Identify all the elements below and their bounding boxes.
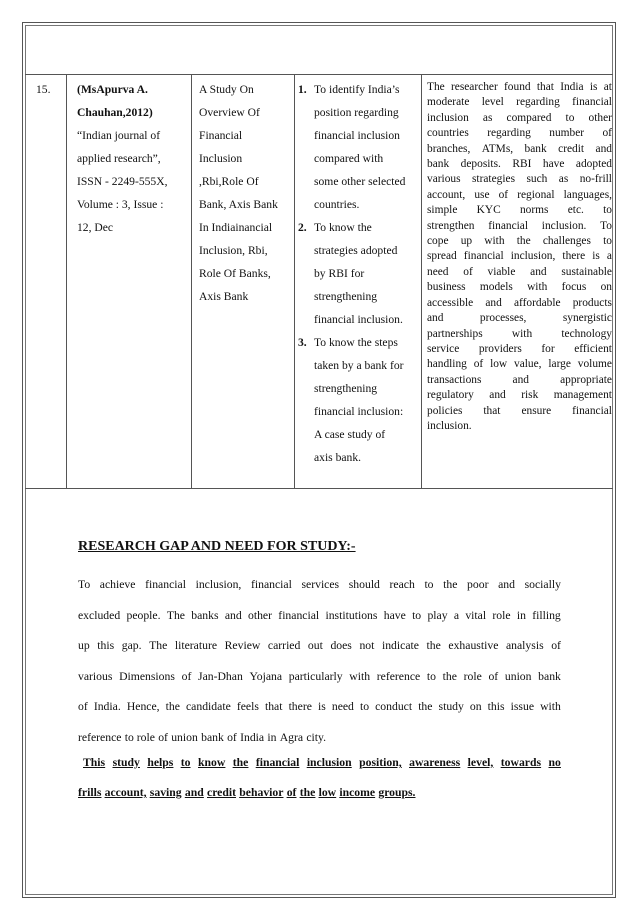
section-paragraph [78,570,561,753]
word: models [479,281,513,294]
word: found [504,81,531,93]
table-bottom-border [25,488,613,489]
findings-line [427,95,612,110]
word: carried [267,639,301,652]
word: countries [427,127,469,140]
word: income [339,786,376,799]
word: reach [389,578,415,591]
word: Agra [279,730,304,744]
word: role [492,608,511,622]
word: banks [191,608,219,622]
word: helps [147,756,174,769]
word: products [572,296,612,309]
column-divider [421,74,422,488]
objective-line: financial inclusion. [314,313,403,326]
word: have [383,608,406,622]
objective-line: strategies adopted [314,244,398,257]
word: the [426,639,441,652]
word: number [549,127,585,140]
objective-line: financial inclusion: [314,405,404,418]
word: to [565,111,575,124]
objectives-cell [298,78,418,469]
word: in [516,608,526,622]
word: need [331,700,354,713]
title-line: In Indiainancial [199,221,273,234]
column-divider [294,74,295,488]
title-cell [199,78,294,308]
word: is [592,250,600,263]
author-line: ISSN - 2249-555X, [77,175,168,188]
word: on [469,700,482,713]
word: This [83,756,106,769]
word: and [530,265,547,278]
word: of [286,786,297,799]
word: a [606,250,612,263]
objective-line: A case study of [314,428,386,441]
word: Yojana [249,669,283,683]
word: etc. [567,204,584,217]
word: low [490,358,508,371]
word: the [443,578,458,591]
word: know [198,756,226,769]
word: moderate [427,96,470,109]
word: feels [236,700,259,713]
word: issue [510,700,534,713]
findings-line [427,404,612,419]
word: other [248,608,273,622]
word: up [460,235,473,248]
word: viable [487,265,516,278]
word: adopted [575,158,612,171]
word: of [463,265,473,278]
word: awareness [409,756,461,769]
word: various [427,173,461,186]
word: up [78,639,90,652]
objective-line: To identify India’s [314,83,400,96]
word: credit [558,142,585,155]
word: large [548,358,571,371]
word: at [603,81,612,93]
word: does [330,639,352,652]
word: India [240,730,265,744]
word: of [227,730,237,744]
word: to [603,204,612,217]
word: and [595,142,612,155]
word: of [78,700,88,713]
findings-line [427,157,612,172]
word: exhaustive [448,639,499,652]
word: reference [376,669,421,683]
word: out [307,639,323,652]
word: To [600,219,612,232]
word: low [318,786,337,799]
title-line: Axis Bank [199,290,249,303]
objective-line: by RBI for [314,267,365,280]
word: with [511,327,533,340]
objective-line: position regarding [314,106,399,119]
word: ensure [521,404,552,417]
findings-line [427,219,612,234]
findings-cell [427,80,612,434]
word: regarding [487,127,531,140]
word: there [562,250,586,263]
findings-line [427,388,612,403]
word: languages, [563,188,612,201]
word: strengthen [427,219,475,232]
word: transactions [427,373,482,386]
word: and [512,373,529,386]
word: value, [514,358,542,371]
objective-number: 3. [298,336,307,349]
word: challenges [542,235,591,248]
word: deposits. [460,158,501,171]
word: of [498,188,509,201]
word: of [551,639,561,652]
word: management [553,389,612,402]
findings-line [427,249,612,264]
author-line: (MsApurva A. [77,83,148,96]
paragraph-line [78,570,561,601]
findings-line [427,126,612,141]
word: regarding [516,96,560,109]
bold-paragraph-line [78,778,561,808]
word: simple [427,204,458,217]
word: spread [427,250,457,263]
word: of [473,358,484,371]
word: that [264,700,283,713]
word: to [180,756,191,769]
word: To [78,578,91,591]
serial-number: 15. [36,83,51,96]
word: the [516,235,531,248]
word: cope [427,235,449,248]
word: bank [538,669,561,683]
word: providers [478,342,522,355]
objective-line: some other selected [314,175,406,188]
word: institutions [325,608,378,622]
word: poor [467,578,489,591]
word: accessible [427,296,474,309]
word: literature [174,639,218,652]
word: there [288,700,312,713]
word: The [166,608,185,622]
word: financial [463,250,504,263]
title-line: Inclusion [199,152,243,165]
word: that [536,81,554,93]
word: role [463,669,482,683]
word: the [299,786,316,799]
word: and [489,389,506,402]
word: efficient [574,342,612,355]
word: financial [572,404,612,417]
word: not [359,639,375,652]
word: study [438,700,464,713]
word: handling [427,358,467,371]
word: city. [306,730,327,744]
objective-item [298,216,418,331]
word: financial [488,219,529,232]
word: Dimensions [119,669,175,683]
word: sustainable [561,265,612,278]
word: of [602,127,612,140]
word: and [498,578,515,591]
word: vital [465,608,487,622]
findings-line [427,296,612,311]
word: and [184,786,204,799]
word: filling [532,608,561,622]
word: use [474,188,490,201]
word: bank [201,730,224,744]
word: compared [506,111,552,124]
author-line: “Indian journal of [77,129,161,142]
word: and [485,296,502,309]
word: level [481,96,504,109]
word: strategies [471,173,515,186]
word: The [149,639,168,652]
word: the [165,700,180,713]
findings-line [427,80,612,95]
word: saving [149,786,182,799]
title-line: A Study On [199,83,254,96]
word: with [349,669,371,683]
word: no-frill [579,173,612,186]
word: volume [577,358,612,371]
word: synergistic [562,312,612,325]
word: of [488,669,499,683]
author-line: Volume : 3, Issue : [77,198,164,211]
word: financial [250,578,292,591]
word: reference [78,730,122,744]
word: account, [104,786,147,799]
objective-line: axis bank. [314,451,362,464]
paragraph-line [78,631,561,662]
word: a [453,608,460,622]
title-line: Inclusion, Rbi, [199,244,268,257]
word: for [541,342,555,355]
word: gap. [121,639,142,652]
objective-line: taken by a bank for [314,359,404,372]
word: this [487,700,505,713]
word: have [542,158,565,171]
findings-line [427,311,612,326]
title-line: Role Of Banks, [199,267,271,280]
objective-line: To know the [314,221,372,234]
section-heading: RESEARCH GAP AND NEED FOR STUDY:- [78,539,356,554]
word: business [427,281,466,294]
word: policies [427,404,463,417]
column-divider [191,74,192,488]
word: Hence, [126,700,160,713]
word: focus [561,281,587,294]
word: of [158,730,168,744]
column-divider [66,74,67,488]
objective-line: financial inclusion [314,129,400,142]
word: bank [427,158,450,171]
table-top-border [25,74,613,75]
author-line: Chauhan,2012) [77,106,153,119]
word: to [603,235,612,248]
word: should [348,578,380,591]
paragraph-line [78,662,561,693]
word: socially [524,578,561,591]
word: that [483,404,501,417]
word: to role [124,730,155,744]
word: and [224,608,242,622]
word: as [558,173,569,186]
word: risk [521,389,539,402]
paragraph-line [78,692,561,723]
word: union [504,669,532,683]
word: and [427,312,444,325]
word: this [97,639,115,652]
author-line: applied research”, [77,152,161,165]
objective-number: 1. [298,83,307,96]
word: play [427,608,448,622]
word: inclusion, [195,578,242,591]
word: norms [519,204,549,217]
word: financial [145,578,186,591]
word: is [317,700,326,713]
objective-line: compared with [314,152,384,165]
word: conduct [375,700,413,713]
word: position, [359,756,402,769]
title-line: Bank, Axis Bank [199,198,278,211]
word: financial [278,608,320,622]
word: branches, [427,142,471,155]
word: no [548,756,561,769]
word: excluded [78,608,121,622]
word: bank [524,142,547,155]
findings-line [427,142,612,157]
word: with [484,235,505,248]
objective-line: countries. [314,198,360,211]
word: of [181,669,192,683]
word: union [171,730,198,744]
objective-line: strengthening [314,290,378,303]
word: inclusion [306,756,352,769]
word: other [588,111,612,124]
findings-line [427,111,612,126]
word: the [442,669,457,683]
word: indicate [381,639,419,652]
section-bold-paragraph [78,748,561,808]
findings-line [427,234,612,249]
word: study [112,756,140,769]
word: as [482,111,493,124]
word: behavior [239,786,284,799]
word: need [427,265,449,278]
word: account, [427,188,466,201]
word: services [301,578,340,591]
word: Review [224,639,261,652]
findings-line [427,419,612,434]
word: RBI [512,158,532,171]
word: partnerships [427,327,483,340]
findings-line [427,203,612,218]
word: analysis [505,639,544,652]
word: to [426,669,436,683]
word: the [232,756,249,769]
word: people. [126,608,161,622]
title-line: Overview Of [199,106,260,119]
word: candidate [186,700,231,713]
word: processes, [479,312,527,325]
word: towards [500,756,542,769]
word: Jan-Dhan [198,669,243,683]
findings-line [427,357,612,372]
word: financial [572,96,612,109]
word: groups. [378,786,416,799]
word: inclusion [427,111,469,124]
word: technology [561,327,612,340]
word: such [526,173,548,186]
findings-line [427,342,612,357]
word: affordable [513,296,561,309]
bold-paragraph-line [78,748,561,778]
title-line: Financial [199,129,243,142]
word: frills [78,786,102,799]
word: achieve [99,578,136,591]
word: KYC [476,204,501,217]
serial-number-cell [36,78,51,101]
word: service [427,342,460,355]
word: inclusion. [427,419,472,432]
objective-number: 2. [298,221,307,234]
word: financial [255,756,300,769]
word: particularly [288,669,343,683]
word: researcher [450,81,498,93]
author-line: 12, Dec [77,221,114,234]
word: India. [93,700,121,713]
word: various [78,669,113,683]
word: with [540,700,561,713]
word: in [267,730,277,744]
word: India [560,81,584,93]
objective-line: strengthening [314,382,378,395]
word: to [359,700,370,713]
findings-line [427,373,612,388]
objective-line: To know the steps [314,336,398,349]
findings-line [427,172,612,187]
objective-item [298,331,418,469]
word: is [589,81,598,93]
word: to [424,578,434,591]
word: inclusion, [510,250,556,263]
word: inclusion. [541,219,587,232]
word: on [600,281,612,294]
title-line: ,Rbi,Role Of [199,175,259,188]
word: with [527,281,548,294]
objective-item [298,78,418,216]
findings-line [427,265,612,280]
paragraph-line [78,601,561,632]
word: ATMs, [481,142,514,155]
findings-line [427,280,612,295]
word: the [418,700,433,713]
word: The [427,81,445,93]
word: level, [467,756,494,769]
word: regional [517,188,555,201]
findings-line [427,327,612,342]
findings-line [427,188,612,203]
word: appropriate [560,373,612,386]
author-cell [77,78,187,239]
word: to [412,608,422,622]
word: regulatory [427,389,474,402]
word: credit [207,786,237,799]
